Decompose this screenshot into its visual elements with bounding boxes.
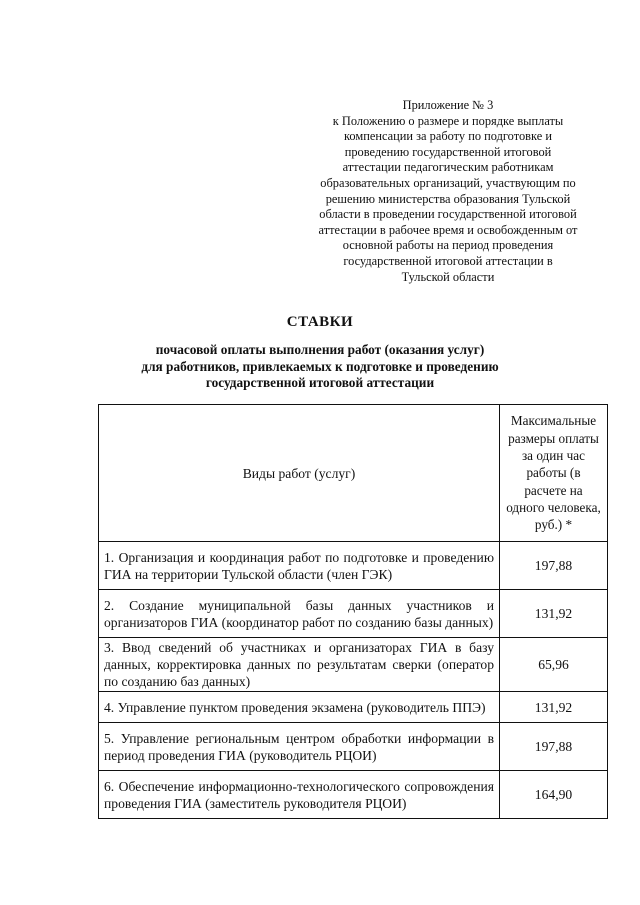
table-row <box>99 542 608 590</box>
rate-value: 197,88 <box>500 542 608 590</box>
appendix-line: аттестации в рабочее время и освобожденным от <box>318 222 578 237</box>
table-row <box>99 771 608 819</box>
appendix-note <box>300 98 596 285</box>
subtitle-line: почасовой оплаты выполнения работ (оказания услуг) <box>155 342 485 357</box>
rates-table <box>98 404 608 819</box>
table-row <box>99 590 608 638</box>
work-description: 6. Обеспечение информационно-технологического сопровождения проведения ГИА (заместитель руководителя РЦОИ) <box>99 771 500 819</box>
work-description: 4. Управление пунктом проведения экзамена (руководитель ППЭ) <box>99 692 500 723</box>
header-max-rate: Максимальные размеры оплаты за один час работы (в расчете на одного человека, руб.) * <box>500 405 608 542</box>
appendix-line: проведению государственной итоговой <box>344 144 552 159</box>
table-row <box>99 692 608 723</box>
subtitle-line: государственной итоговой аттестации <box>205 375 435 390</box>
table-row <box>99 723 608 771</box>
work-description: 3. Ввод сведений об участниках и организаторах ГИА в базу данных, корректировка данных по результатам сверки (оператор по созданию баз данных) <box>99 638 500 692</box>
appendix-line: аттестации педагогическим работникам <box>342 160 554 175</box>
table-row <box>99 638 608 692</box>
table-header-row <box>99 405 608 542</box>
appendix-line: образовательных организаций, участвующим по <box>320 175 576 190</box>
rate-value: 65,96 <box>500 638 608 692</box>
work-description: 2. Создание муниципальной базы данных участников и организаторов ГИА (координатор работ по созданию базы данных) <box>99 590 500 638</box>
appendix-line: Приложение № 3 <box>402 98 494 112</box>
work-description: 1. Организация и координация работ по подготовке и проведению ГИА на территории Тульской области (член ГЭК) <box>99 542 500 590</box>
appendix-line: основной работы на период проведения <box>342 238 554 253</box>
rate-value: 131,92 <box>500 590 608 638</box>
work-description: 5. Управление региональным центром обработки информации в период проведения ГИА (руководитель РЦОИ) <box>99 723 500 771</box>
rate-value: 197,88 <box>500 723 608 771</box>
appendix-line: области в проведении государственной итоговой <box>319 207 577 222</box>
appendix-line: государственной итоговой аттестации в <box>343 253 553 268</box>
appendix-line: к Положению о размере и порядке выплаты <box>332 113 564 128</box>
appendix-line: решению министерства образования Тульской <box>325 191 571 206</box>
rate-value: 164,90 <box>500 771 608 819</box>
rate-value: 131,92 <box>500 692 608 723</box>
document-subtitle <box>110 342 530 392</box>
appendix-line: компенсации за работу по подготовке и <box>344 129 552 144</box>
document-title: СТАВКИ <box>286 314 354 330</box>
appendix-line: Тульской области <box>401 269 495 284</box>
subtitle-line: для работников, привлекаемых к подготовке и проведению <box>141 358 499 374</box>
header-work-types: Виды работ (услуг) <box>99 405 500 542</box>
